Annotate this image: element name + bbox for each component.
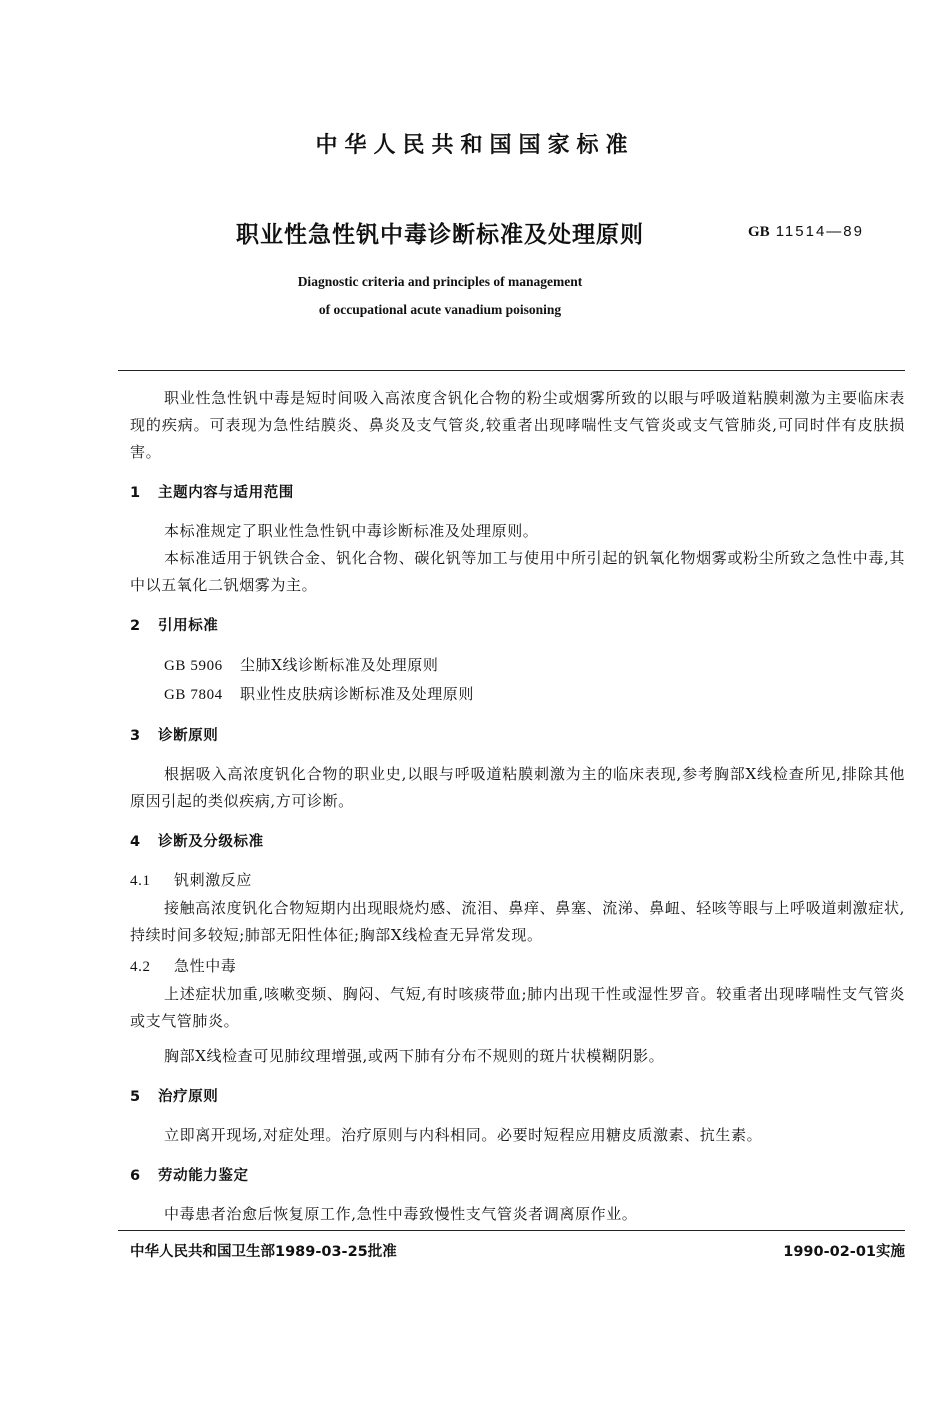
section-title: 劳动能力鉴定 xyxy=(158,1168,249,1184)
subsection-number: 4.1 xyxy=(130,873,151,889)
english-title-line-1: Diagnostic criteria and principles of management xyxy=(297,274,583,289)
english-title-line-2: of occupational acute vanadium poisoning xyxy=(318,302,562,317)
reference-code: GB 7804 xyxy=(164,687,223,703)
standard-code xyxy=(748,223,864,241)
section-title: 引用标准 xyxy=(158,618,219,634)
section-title: 主题内容与适用范围 xyxy=(158,485,294,501)
section-number: 2 xyxy=(130,618,141,634)
paragraph: 本标准规定了职业性急性钒中毒诊断标准及处理原则。 xyxy=(164,522,539,540)
bottom-divider xyxy=(118,1230,905,1231)
standard-code-prefix: GB xyxy=(748,224,770,240)
subsection-heading-4-2 xyxy=(130,953,905,981)
document-body xyxy=(130,385,905,1228)
subsection-title: 钒刺激反应 xyxy=(174,871,253,889)
section-heading-1 xyxy=(130,480,905,506)
reference-item xyxy=(164,680,905,709)
section-heading-4 xyxy=(130,829,905,855)
top-divider xyxy=(118,370,905,371)
subsection-number: 4.2 xyxy=(130,959,151,975)
reference-code: GB 5906 xyxy=(164,658,223,674)
paragraph: 根据吸入高浓度钒化合物的职业史,以眼与呼吸道粘膜刺激为主的临床表现,参考胸部X线检查所见,排除其他原因引起的类似疾病,方可诊断。 xyxy=(130,765,905,810)
effective-date: 1990-02-01实施 xyxy=(783,1244,905,1260)
reference-name: 尘肺X线诊断标准及处理原则 xyxy=(240,656,439,674)
standard-code-number: 11514—89 xyxy=(775,223,864,240)
paragraph: 接触高浓度钒化合物短期内出现眼烧灼感、流泪、鼻痒、鼻塞、流涕、鼻衄、轻咳等眼与上呼吸道刺激症状,持续时间多较短;肺部无阳性体征;胸部X线检查无异常发现。 xyxy=(130,899,905,944)
section-heading-2 xyxy=(130,613,905,639)
section-number: 1 xyxy=(130,485,141,501)
paragraph: 上述症状加重,咳嗽变频、胸闷、气短,有时咳痰带血;肺内出现干性或湿性罗音。较重者出现哮喘性支气管炎或支气管肺炎。 xyxy=(130,985,905,1030)
section-heading-5 xyxy=(130,1084,905,1110)
section-title: 诊断及分级标准 xyxy=(158,834,264,850)
subsection-title: 急性中毒 xyxy=(174,957,237,975)
section-title: 治疗原则 xyxy=(158,1089,219,1105)
section-number: 3 xyxy=(130,728,141,744)
section-heading-6 xyxy=(130,1163,905,1189)
approval-date: 中华人民共和国卫生部1989-03-25批准 xyxy=(130,1244,397,1260)
section-number: 4 xyxy=(130,834,141,850)
section-title: 诊断原则 xyxy=(158,728,219,744)
section-number: 5 xyxy=(130,1089,141,1105)
paragraph: 中毒患者治愈后恢复原工作,急性中毒致慢性支气管炎者调离原作业。 xyxy=(164,1205,638,1223)
reference-item xyxy=(164,651,905,680)
national-standard-title: 中华人民共和国国家标准 xyxy=(315,133,635,158)
reference-name: 职业性皮肤病诊断标准及处理原则 xyxy=(240,685,475,703)
section-heading-3 xyxy=(130,723,905,749)
standard-title: 职业性急性钒中毒诊断标准及处理原则 xyxy=(236,222,644,248)
subsection-heading-4-1 xyxy=(130,867,905,895)
intro-paragraph: 职业性急性钒中毒是短时间吸入高浓度含钒化合物的粉尘或烟雾所致的以眼与呼吸道粘膜刺激为主要临床表现的疾病。可表现为急性结膜炎、鼻炎及支气管炎,较重者出现哮喘性支气管炎或支气管肺炎,可同时伴有皮肤损害。 xyxy=(130,389,905,461)
paragraph: 胸部X线检查可见肺纹理增强,或两下肺有分布不规则的斑片状模糊阴影。 xyxy=(164,1047,665,1065)
paragraph: 本标准适用于钒铁合金、钒化合物、碳化钒等加工与使用中所引起的钒氧化物烟雾或粉尘所致之急性中毒,其中以五氧化二钒烟雾为主。 xyxy=(130,549,905,594)
section-number: 6 xyxy=(130,1168,141,1184)
paragraph: 立即离开现场,对症处理。治疗原则与内科相同。必要时短程应用糖皮质激素、抗生素。 xyxy=(164,1126,763,1144)
